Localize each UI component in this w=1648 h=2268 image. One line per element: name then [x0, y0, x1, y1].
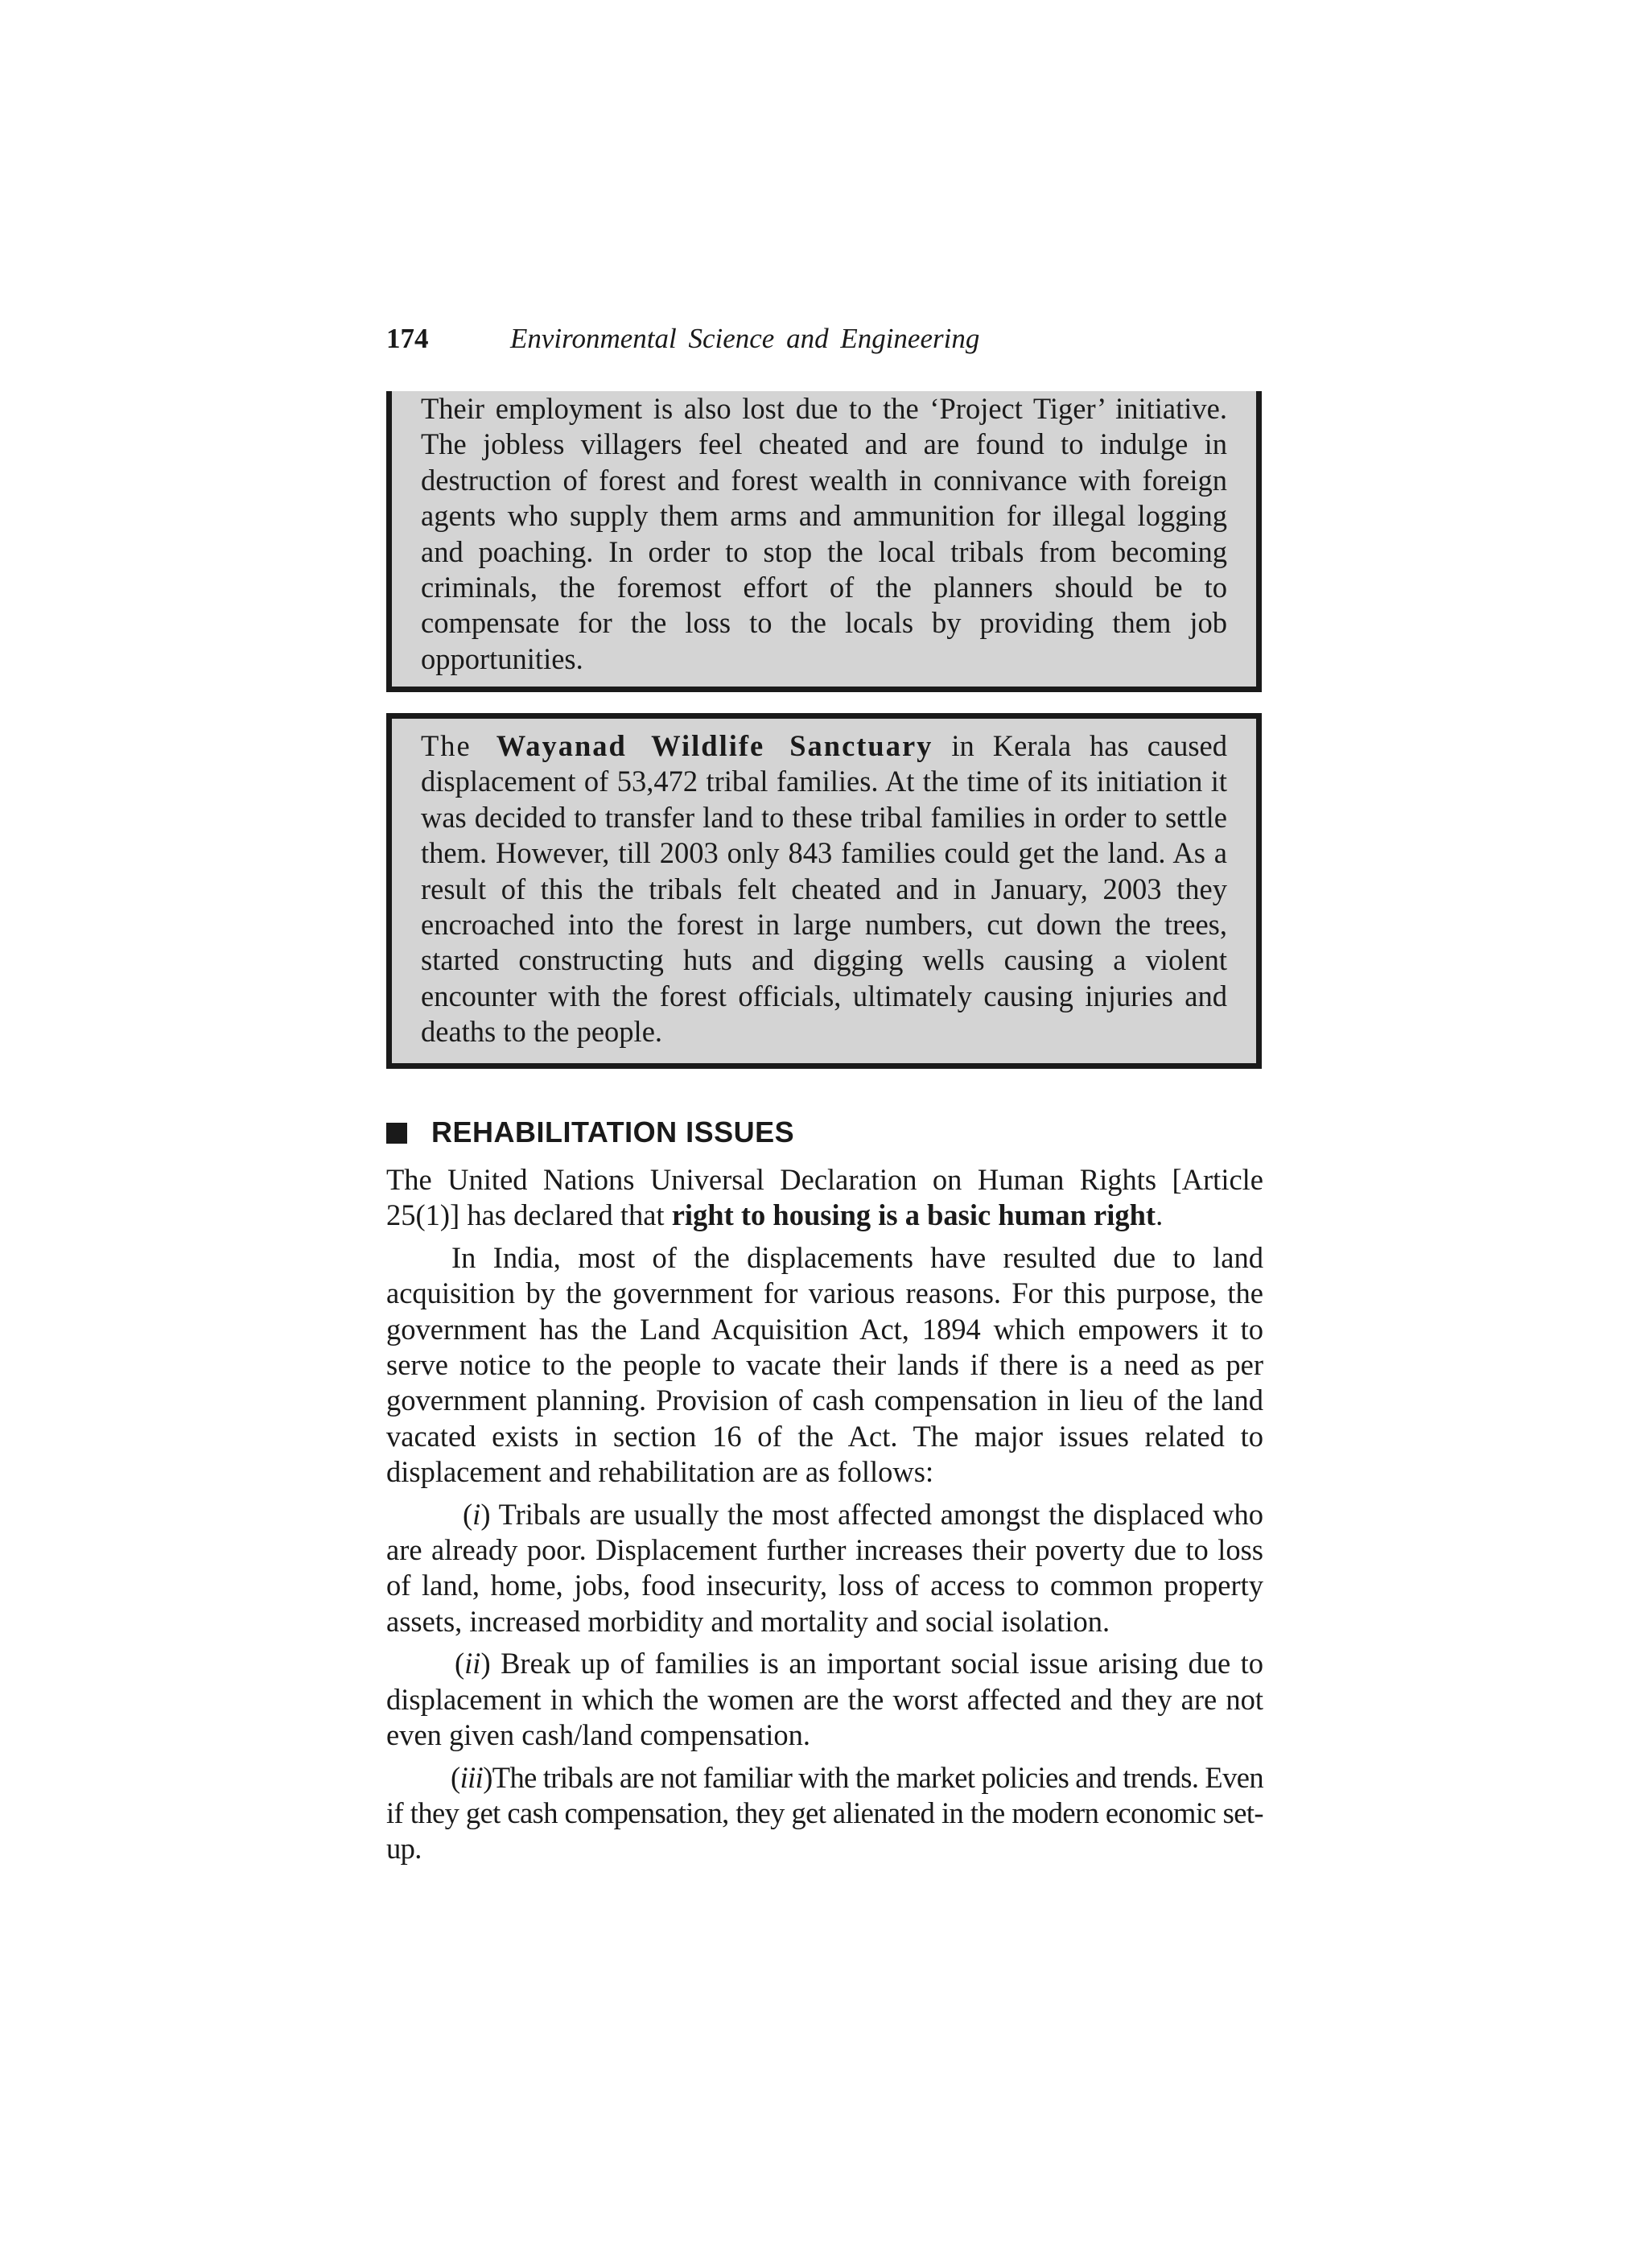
paragraph-udhr	[386, 1162, 1263, 1234]
list-item-i	[386, 1497, 1263, 1640]
list-marker-close: )	[480, 1497, 491, 1531]
square-bullet-icon	[386, 1123, 407, 1144]
list-marker-open: (	[463, 1497, 473, 1531]
box-2-intro: The	[421, 729, 496, 762]
list-marker-open: (	[451, 1760, 460, 1794]
running-head	[386, 319, 1263, 359]
box-2-body: in Kerala has caused displacement of 53,472 tribal families. At the time of its initiation it was decided to transfer land to these tribal families in order to settle them. However, till 2003 only 843 families could get the land. As a result of this the tribals felt cheated and in January, 2003 they encroached into the forest in large numbers, cut down the trees, started constructing huts and digging wells causing a violent encounter with the forest officials, ultimately causing injuries and deaths to the people.	[421, 729, 1227, 1049]
list-item-iii	[386, 1760, 1263, 1867]
book-title: Environmental Science and Engineering	[510, 323, 980, 354]
paragraph-udhr-text: The United Nations Universal Declaration on Human Rights [Article 25(1)] has declared that	[386, 1163, 1263, 1232]
section-heading-text: REHABILITATION ISSUES	[431, 1115, 795, 1148]
box-1-text: Their employment is also lost due to the ‘Project Tiger’ initiative. The jobless villagers feel cheated and are found to indulge in destruction of forest and forest wealth in connivance with foreign agents who supply them arms and ammunition for illegal logging and poaching. In order to stop the local tribals from becoming criminals, the foremost effort of the planners should be to compensate for the loss to the locals by providing them job opportunities.	[421, 392, 1227, 675]
case-study-box-project-tiger	[386, 391, 1262, 692]
list-marker-iii: iii	[459, 1760, 484, 1794]
list-marker-close: )	[480, 1647, 491, 1680]
list-marker-open: (	[455, 1647, 465, 1680]
list-marker-i: i	[472, 1497, 481, 1531]
paragraph-udhr-bold: right to housing is a basic human right	[671, 1198, 1156, 1232]
paragraph-land-acquisition: In India, most of the displacements have resulted due to land acquisition by the government for various reasons. For this purpose, the government has the Land Acquisition Act, 1894 which empowers it to serve notice to the people to vacate their lands if there is a need as per government planning. Provision of cash compensation in lieu of the land vacated exists in section 16 of the Act. The major issues related to displacement and rehabilitation are as follows:	[386, 1240, 1263, 1489]
list-item-i-text: Tribals are usually the most affected amongst the displaced who are already poor. Displacement further increases their poverty due to loss of land, home, jobs, food insecurity, loss of access to common property assets, increased morbidity and mortality and social isolation.	[386, 1497, 1263, 1638]
list-item-ii	[386, 1646, 1263, 1753]
list-marker-ii: ii	[464, 1647, 481, 1680]
list-marker-close: )	[483, 1760, 492, 1794]
page-number: 174	[386, 323, 429, 354]
list-item-iii-text: The tribals are not familiar with the market policies and trends. Even if they get cash compensation, they get alienated in the modern economic set-up.	[386, 1760, 1263, 1866]
box-2-text	[421, 728, 1227, 1050]
section-heading	[386, 1111, 1263, 1154]
list-item-ii-text: Break up of families is an important social issue arising due to displacement in which the women are the worst affected and they are not even given cash/land compensation.	[386, 1647, 1263, 1752]
body-text	[386, 1162, 1263, 1874]
paragraph-udhr-end: .	[1156, 1198, 1164, 1232]
case-study-box-wayanad	[386, 713, 1262, 1069]
box-2-bold-title: Wayanad Wildlife Sanctuary	[496, 729, 933, 762]
